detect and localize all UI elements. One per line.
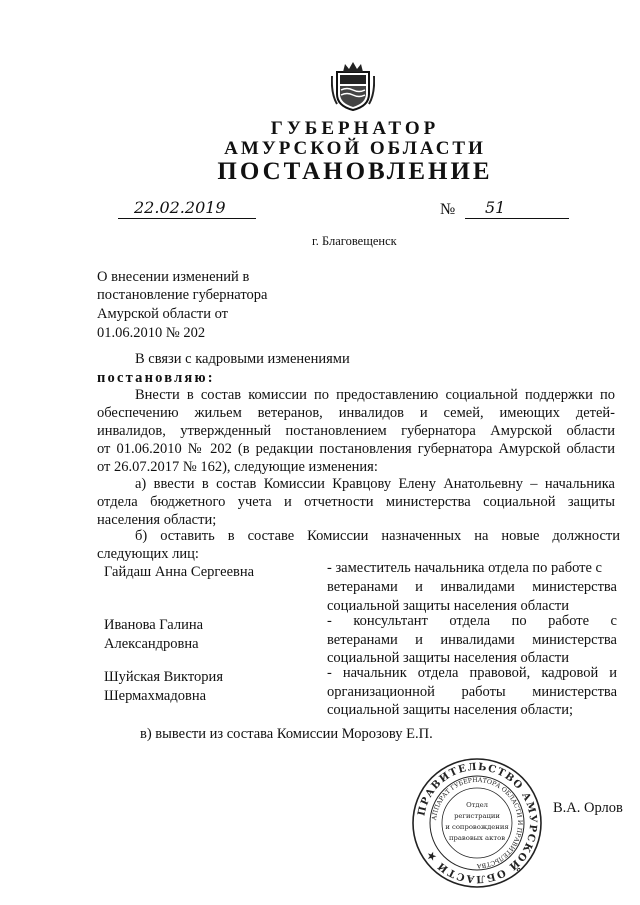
svg-text:ПРАВИТЕЛЬСТВО АМУРСКОЙ ОБЛАСТИ: ПРАВИТЕЛЬСТВО АМУРСКОЙ ОБЛАСТИ ★ bbox=[416, 761, 539, 885]
person-name-line-1: Гайдаш Анна Сергеевна bbox=[104, 564, 255, 580]
person-position-line-3: социальной защиты населения области bbox=[327, 650, 570, 666]
coat-of-arms-emblem bbox=[331, 60, 375, 112]
item-a-line-1: а) ввести в состав Комиссии Кравцову Елену Анатольевну – начальника bbox=[135, 476, 615, 492]
item-a-line-2: отдела бюджетного учета и отчетности министерства социальной защиты bbox=[97, 494, 615, 510]
paragraph-1-line-5: от 26.07.2017 № 162), следующие изменения: bbox=[97, 459, 378, 475]
person-position-line-2: ветеранами и инвалидами министерства bbox=[327, 632, 617, 648]
person-position-line-1: - начальник отдела правовой, кадровой и bbox=[327, 665, 617, 681]
subject-line-1: О внесении изменений в bbox=[97, 269, 250, 285]
item-b-line-1: б) оставить в составе Комиссии назначенных на новые должности bbox=[135, 528, 620, 544]
subject-line-2: постановление губернатора bbox=[97, 287, 268, 303]
person-position-line-3: социальной защиты населения области bbox=[327, 598, 570, 614]
person-position-line-2: ветеранами и инвалидами министерства bbox=[327, 579, 617, 595]
person-name-line-1: Иванова Галина bbox=[104, 617, 204, 633]
person-name-line-2: Шермахмадовна bbox=[104, 688, 207, 704]
person-position-line-2: организационной работы министерства bbox=[327, 684, 617, 700]
title-region: АМУРСКОЙ ОБЛАСТИ bbox=[224, 138, 486, 159]
stamp-line-3: и сопровождения bbox=[445, 823, 509, 831]
subject-line-3: Амурской области от bbox=[97, 306, 229, 322]
paragraph-1-line-2: обеспечению жильем ветеранов, инвалидов и семей, имеющих детей- bbox=[97, 405, 615, 421]
title-governor: ГУБЕРНАТОР bbox=[270, 118, 440, 139]
person-position-line-1: - консультант отдела по работе с bbox=[327, 613, 617, 629]
stamp-line-2: регистрации bbox=[454, 812, 500, 820]
paragraph-1-line-4: от 01.06.2010 № 202 (в редакции постановления губернатора Амурской области bbox=[97, 441, 615, 457]
intro-text: В связи с кадровыми изменениями bbox=[135, 351, 350, 367]
stamp-line-1: Отдел bbox=[466, 801, 488, 809]
stamp-line-4: правовых актов bbox=[448, 834, 506, 842]
svg-text:АППАРАТ ГУБЕРНАТОРА ОБЛАСТИ И: АППАРАТ ГУБЕРНАТОРА ОБЛАСТИ И ПРАВИТЕЛЬСТВА bbox=[431, 776, 524, 870]
paragraph-1-line-1: Внести в состав комиссии по предоставлению социальной поддержки по bbox=[135, 387, 615, 403]
paragraph-1-line-3: инвалидов, утвержденный постановлением губернатора Амурской области bbox=[97, 423, 615, 439]
person-name-line-2: Александровна bbox=[104, 636, 199, 652]
city: г. Благовещенск bbox=[312, 234, 397, 248]
person-name-line-1: Шуйская Виктория bbox=[104, 669, 223, 685]
signatory-name: В.А. Орлов bbox=[553, 800, 623, 816]
person-position-line-3: социальной защиты населения области; bbox=[327, 702, 574, 718]
number-label: № bbox=[440, 201, 456, 218]
decree-word: постановляю: bbox=[97, 370, 215, 386]
handwritten-number: 51 bbox=[485, 198, 506, 217]
number-line bbox=[465, 200, 569, 219]
document-type: ПОСТАНОВЛЕНИЕ bbox=[217, 158, 493, 185]
person-position-line-1: - заместитель начальника отдела по работе с bbox=[327, 560, 602, 576]
item-v-line: в) вывести из состава Комиссии Морозову Е.П. bbox=[140, 726, 433, 742]
item-b-line-2: следующих лиц: bbox=[97, 546, 199, 562]
subject-line-4: 01.06.2010 № 202 bbox=[97, 325, 206, 341]
date-line bbox=[118, 200, 256, 219]
handwritten-date: 22.02.2019 bbox=[134, 198, 226, 217]
official-seal-stamp bbox=[411, 757, 543, 889]
item-a-line-3: населения области; bbox=[97, 512, 217, 528]
